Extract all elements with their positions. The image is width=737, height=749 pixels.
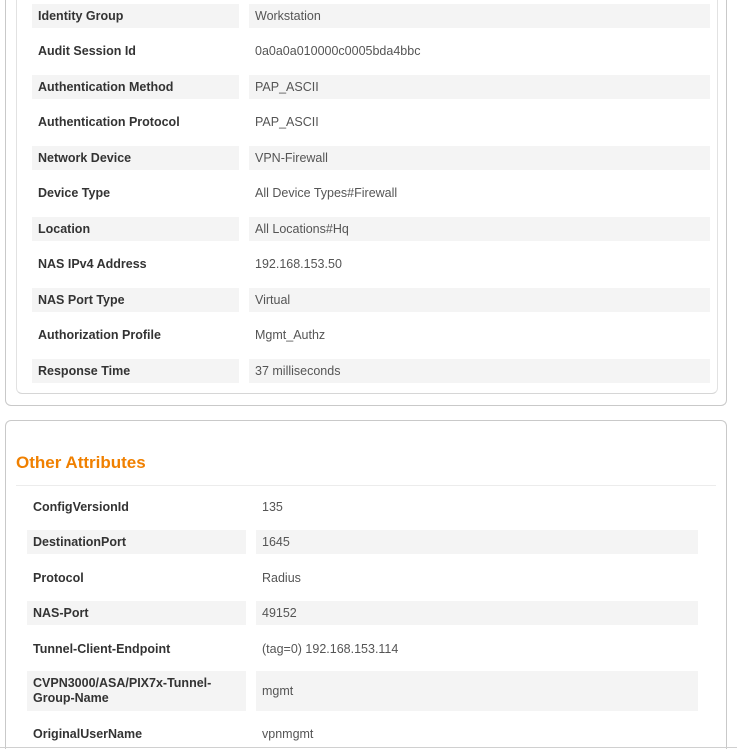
detail-value: VPN-Firewall — [249, 146, 710, 170]
attribute-key: NAS-Port — [27, 601, 246, 625]
attribute-value: mgmt — [256, 671, 698, 711]
detail-value: Mgmt_Authz — [255, 328, 326, 342]
detail-key: Authentication Protocol — [38, 115, 180, 129]
attribute-row-nas-port — [27, 601, 698, 625]
detail-row-nas-port-type — [32, 288, 710, 312]
attribute-key: ConfigVersionId — [33, 500, 129, 514]
viewport-bottom-divider — [0, 747, 737, 748]
detail-row-authentication-protocol — [32, 110, 710, 134]
attribute-row-tunnel-group-name — [27, 671, 698, 711]
detail-value: 0a0a0a010000c0005bda4bbc — [255, 44, 421, 58]
attribute-value: 49152 — [256, 601, 698, 625]
detail-row-audit-session-id — [32, 39, 710, 63]
attribute-value: 135 — [262, 500, 283, 514]
attribute-key: CVPN3000/ASA/PIX7x-Tunnel-Group-Name — [27, 671, 246, 711]
detail-key: Identity Group — [32, 4, 239, 28]
detail-value: 192.168.153.50 — [255, 257, 342, 271]
attribute-row-config-version-id — [27, 495, 698, 519]
detail-key: Device Type — [38, 186, 111, 200]
attribute-row-original-user-name — [27, 722, 698, 746]
detail-row-location — [32, 217, 710, 241]
attribute-row-destination-port — [27, 530, 698, 554]
attribute-key: Protocol — [33, 571, 84, 585]
detail-key: Authorization Profile — [38, 328, 161, 342]
detail-key: Authentication Method — [32, 75, 239, 99]
detail-row-authorization-profile — [32, 323, 710, 347]
detail-row-authentication-method — [32, 75, 710, 99]
detail-key: Response Time — [32, 359, 239, 383]
detail-value: Workstation — [249, 4, 710, 28]
attribute-value: 1645 — [256, 530, 698, 554]
attribute-key: DestinationPort — [27, 530, 246, 554]
attribute-value: (tag=0) 192.168.153.114 — [262, 642, 399, 656]
other-attributes-panel — [5, 420, 727, 749]
detail-value: All Locations#Hq — [249, 217, 710, 241]
detail-value: Virtual — [249, 288, 710, 312]
detail-row-response-time — [32, 359, 710, 383]
attribute-row-tunnel-client-endpoint — [27, 637, 698, 661]
authentication-details-panel — [5, 0, 727, 406]
detail-value: PAP_ASCII — [255, 115, 319, 129]
detail-row-network-device — [32, 146, 710, 170]
detail-key: Location — [32, 217, 239, 241]
attribute-key: OriginalUserName — [33, 727, 143, 741]
attribute-key: Tunnel-Client-Endpoint — [33, 642, 171, 656]
detail-value: 37 milliseconds — [249, 359, 710, 383]
attribute-value: Radius — [262, 571, 301, 585]
section-title: Other Attributes — [16, 453, 146, 472]
detail-key: Audit Session Id — [38, 44, 136, 58]
detail-row-identity-group — [32, 4, 710, 28]
divider — [16, 485, 716, 486]
detail-key: Network Device — [32, 146, 239, 170]
attribute-value: vpnmgmt — [262, 727, 314, 741]
detail-value: PAP_ASCII — [249, 75, 710, 99]
detail-value: All Device Types#Firewall — [255, 186, 398, 200]
detail-row-nas-ipv4-address — [32, 252, 710, 276]
detail-key: NAS IPv4 Address — [38, 257, 147, 271]
detail-row-device-type — [32, 181, 710, 205]
detail-key: NAS Port Type — [32, 288, 239, 312]
attribute-row-protocol — [27, 566, 698, 590]
